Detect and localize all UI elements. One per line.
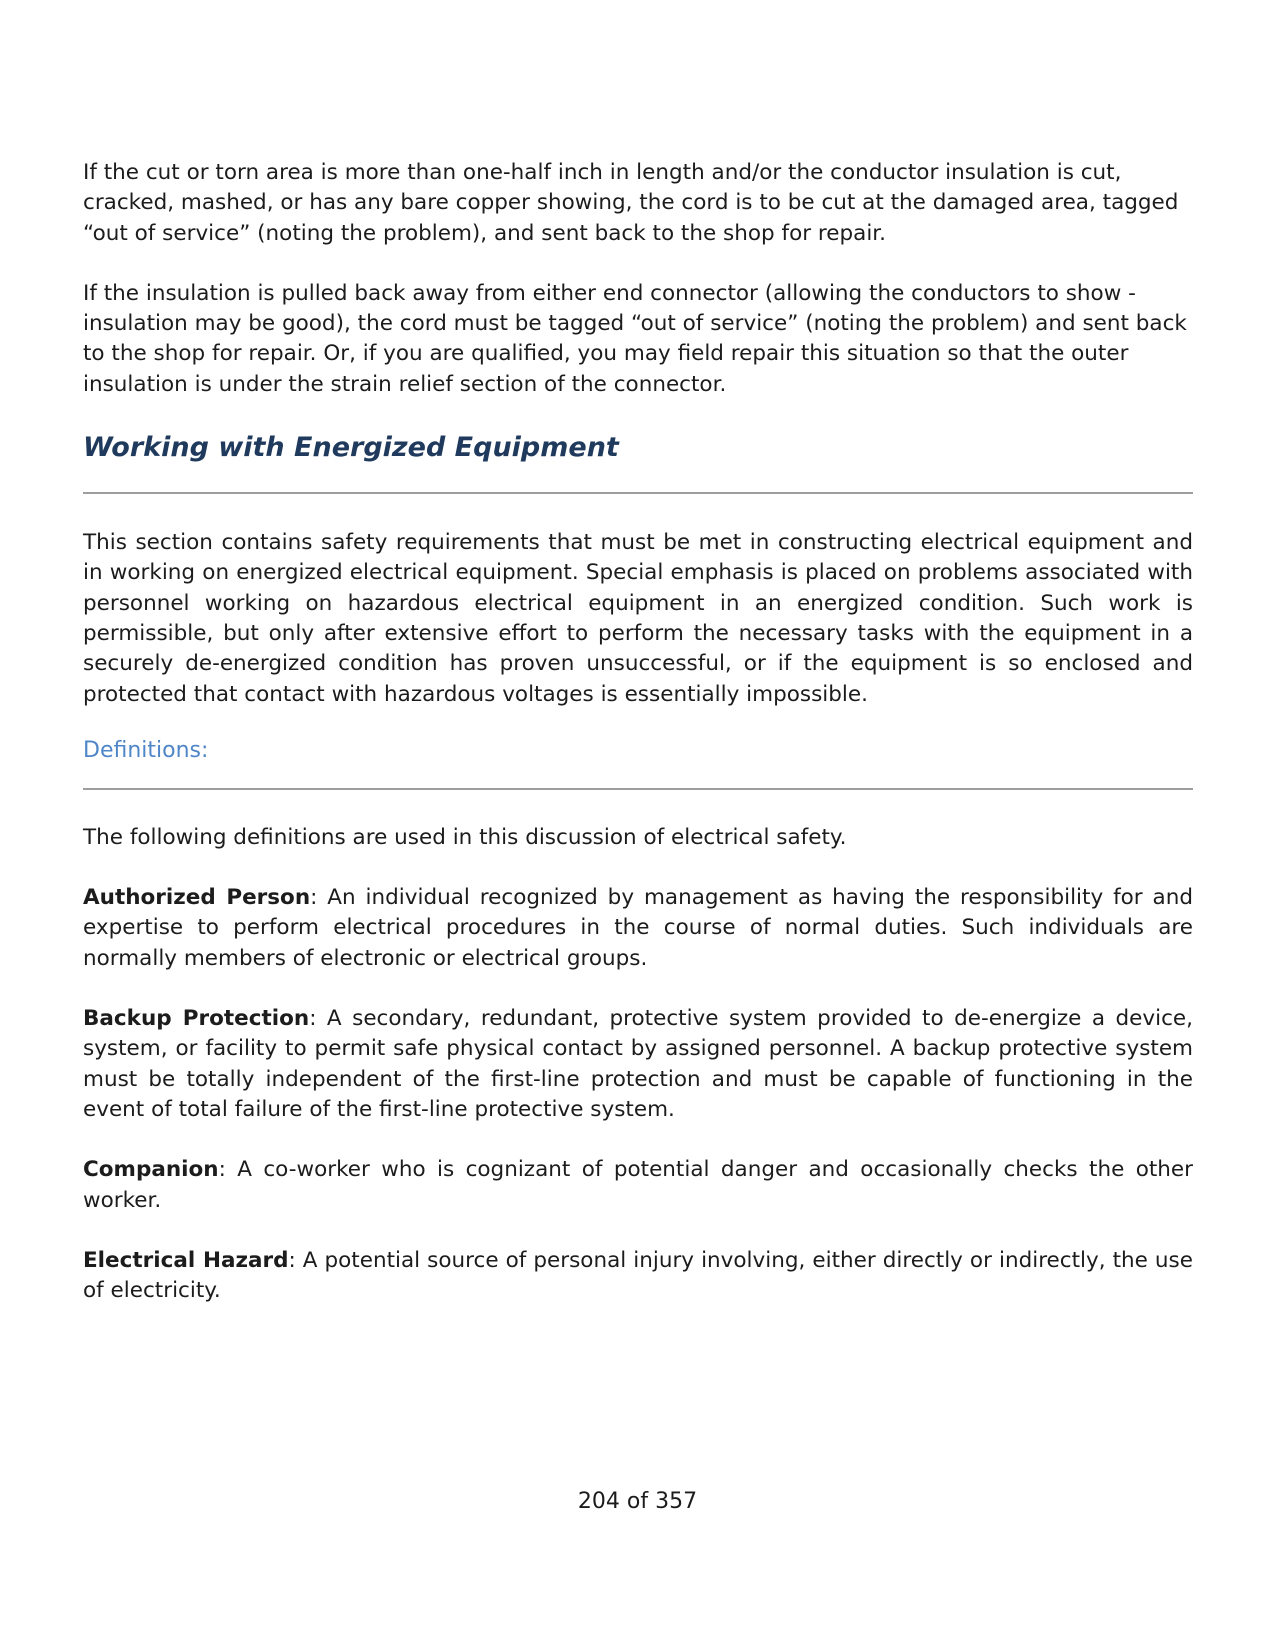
section-divider	[83, 492, 1193, 494]
section-heading: Working with Energized Equipment	[83, 432, 619, 464]
definitions-intro: The following definitions are used in this discussion of electrical safety.	[83, 824, 847, 850]
definition-term: Authorized Person	[83, 885, 311, 911]
definition-text: : An individual recognized by management as having the responsibility for and expertise to perform electrical procedures in the course of normal duties. Such individuals are normally members of electronic or electrical groups.	[83, 885, 1194, 971]
definition-companion	[83, 1155, 1193, 1216]
paragraph-cut-cord: If the cut or torn area is more than one-half inch in length and/or the conductor insulation is cut, cracked, mashed, or has any bare copper showing, the cord is to be cut at the damaged area, tagged “out of service” (noting the problem), and sent back to the shop for repair.	[83, 160, 1179, 246]
definition-text: : A potential source of personal injury involving, either directly or indirectly, the use of electricity.	[83, 1247, 1193, 1304]
definition-term: Backup Protection	[83, 1006, 310, 1032]
section-intro: This section contains safety requirements that must be met in constructing electrical equipment and in working on energized electrical equipment. Special emphasis is placed on problems associated with personnel working on hazardous electrical equipment in an energized condition. Such work is permissible, but only after extensive effort to perform the necessary tasks with the equipment in a securely de-energized condition has proven unsuccessful, or if the equipment is so enclosed and protected that contact with hazardous voltages is essentially impossible.	[83, 530, 1193, 707]
definition-authorized-person	[83, 883, 1193, 974]
definition-term: Companion	[83, 1157, 219, 1183]
definition-electrical-hazard	[83, 1246, 1193, 1307]
definition-text: : A secondary, redundant, protective system provided to de-energize a device, system, or facility to permit safe physical contact by assigned personnel. A backup protective system must be totally independent of the first-line protection and must be capable of functioning in the event of total failure of the first-line protective system.	[83, 1006, 1193, 1122]
document-page	[83, 158, 1193, 1336]
definitions-divider	[83, 788, 1193, 790]
paragraph-insulation-pulled: If the insulation is pulled back away from either end connector (allowing the conductors to show - insulation may be good), the cord must be tagged “out of service” (noting the problem) and sent back to the shop for repair. Or, if you are qualified, you may field repair this situation so that the outer insulation is under the strain relief section of the connector.	[83, 280, 1187, 397]
definition-backup-protection	[83, 1004, 1193, 1125]
page-number: 204 of 357	[577, 1489, 698, 1514]
definition-term: Electrical Hazard	[83, 1247, 289, 1273]
definitions-heading: Definitions:	[83, 737, 209, 763]
definition-text: : A co-worker who is cognizant of potential danger and occasionally checks the other worker.	[83, 1157, 1193, 1213]
